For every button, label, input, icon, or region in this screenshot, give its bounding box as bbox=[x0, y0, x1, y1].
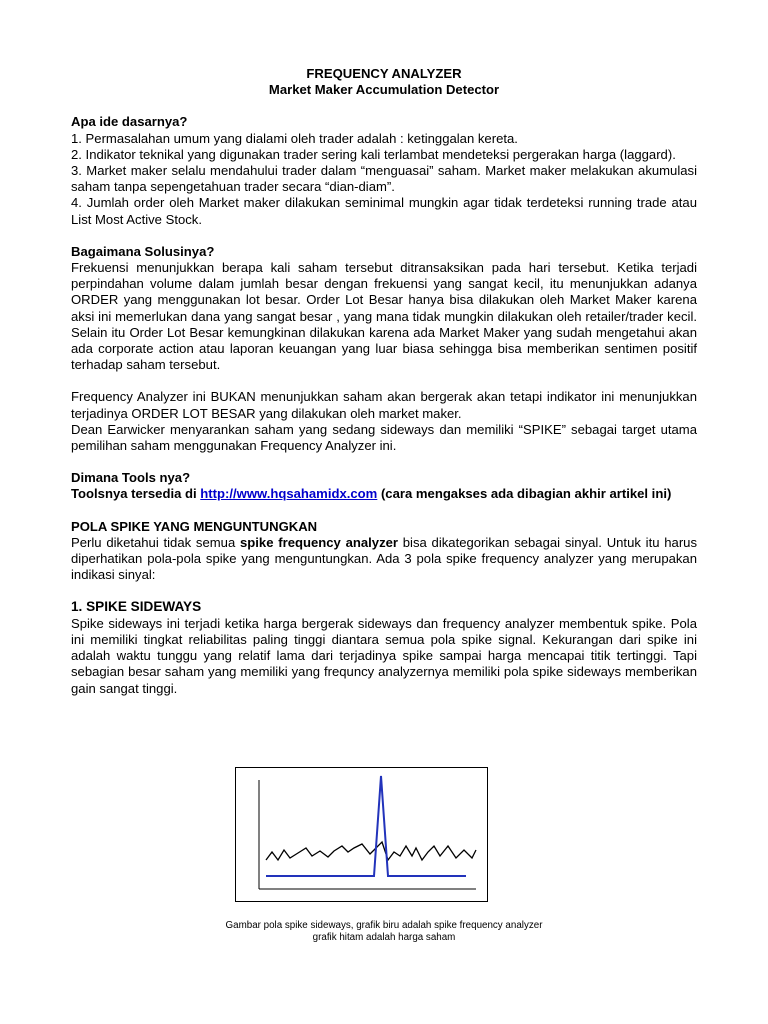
section-heading-tools: Dimana Tools nya? bbox=[71, 470, 191, 486]
spike-pattern-bold: spike frequency analyzer bbox=[240, 534, 398, 550]
section-heading-solution: Bagaimana Solusinya? bbox=[71, 243, 215, 259]
figure-caption-1: Gambar pola spike sideways, grafik biru adalah spike frequency analyzer bbox=[225, 920, 543, 931]
section-heading-spike-pattern: POLA SPIKE YANG MENGUNTUNGKAN bbox=[71, 518, 318, 534]
spike-sideways-figure bbox=[235, 767, 488, 902]
spike-pattern-paragraph bbox=[71, 535, 697, 584]
spike-pattern-text-2: bisa dikategorikan sebagai sinyal. Untuk itu harus diperhatikan pola-pola spike yang menguntungkan. Ada 3 pola spike frequency analyzer yang merupakan indikasi sinyal: bbox=[71, 534, 698, 583]
section-heading-spike-sideways: 1. SPIKE SIDEWAYS bbox=[71, 599, 202, 615]
idea-point-4: 4. Jumlah order oleh Market maker dilakukan seminimal mungkin agar tidak terdeteksi running trade atau List Most Active Stock. bbox=[71, 195, 697, 227]
doc-subtitle: Market Maker Accumulation Detector bbox=[268, 82, 500, 98]
tools-line bbox=[71, 486, 697, 502]
price-line bbox=[266, 842, 476, 860]
figure-caption-2: grafik hitam adalah harga saham bbox=[312, 932, 456, 943]
doc-title: FREQUENCY ANALYZER bbox=[306, 66, 462, 81]
solution-paragraph-2: Frequency Analyzer ini BUKAN menunjukkan saham akan bergerak akan tetapi indikator ini menunjukkan terjadinya ORDER LOT BESAR yang dilakukan oleh market maker. bbox=[71, 389, 697, 421]
idea-point-2: 2. Indikator teknikal yang digunakan trader sering kali terlambat mendeteksi pergerakan harga (laggard). bbox=[71, 146, 676, 162]
frequency-line bbox=[266, 776, 466, 876]
spike-pattern-text-1: Perlu diketahui tidak semua bbox=[71, 534, 240, 550]
spike-sideways-paragraph: Spike sideways ini terjadi ketika harga bergerak sideways dan frequency analyzer membentuk spike. Pola ini memiliki tingkat reliabilitas paling tinggi diantara semua pola spike signal. Kekurangan dari spike ini adalah waktu tunggu yang relatif lama dari terjadinya spike sampai harga mencapai titik tertinggi. Tapi sebagian besar saham yang memiliki yang frequncy analyzernya memiliki pola spike sideways memberikan gain sangat tinggi. bbox=[71, 615, 697, 696]
section-heading-idea: Apa ide dasarnya? bbox=[71, 114, 188, 130]
tools-link[interactable]: http://www.hqsahamidx.com bbox=[200, 486, 378, 502]
idea-point-1: 1. Permasalahan umum yang dialami oleh trader adalah : ketinggalan kereta. bbox=[71, 130, 518, 146]
tools-prefix: Toolsnya tersedia di bbox=[71, 486, 201, 502]
tools-suffix: (cara mengakses ada dibagian akhir artikel ini) bbox=[377, 486, 672, 502]
document-body bbox=[71, 66, 697, 697]
solution-paragraph-1: Frekuensi menunjukkan berapa kali saham tersebut ditransaksikan pada hari tersebut. Ketika terjadi perpindahan volume dalam jumlah besar dengan frekuensi yang sangat kecil, itu menunjukkan adanya ORDER yang menggunakan lot besar. Order Lot Besar hanya bisa dilakukan oleh Market Maker karena aksi ini memerlukan dana yang sangat besar , yang mana tidak mungkin dilakukan oleh retailer/trader kecil. Selain itu Order Lot Besar kemungkinan dilakukan karena ada Market Maker yang sudah mengetahui akan ada corporate action atau laporan keuangan yang luar biasa sehingga bisa memberikan sentimen positif terhadap saham tersebut. bbox=[71, 260, 697, 373]
idea-point-3: 3. Market maker selalu mendahului trader dalam “menguasai” saham. Market maker melakukan akumulasi saham tanpa sepengetahuan trader secara “dian-diam”. bbox=[71, 163, 697, 195]
spike-sideways-chart bbox=[236, 768, 487, 901]
solution-paragraph-3: Dean Earwicker menyarankan saham yang sedang sideways dan memiliki “SPIKE” sebagai target utama pemilihan saham menggunakan Frequency Analyzer ini. bbox=[71, 421, 697, 454]
